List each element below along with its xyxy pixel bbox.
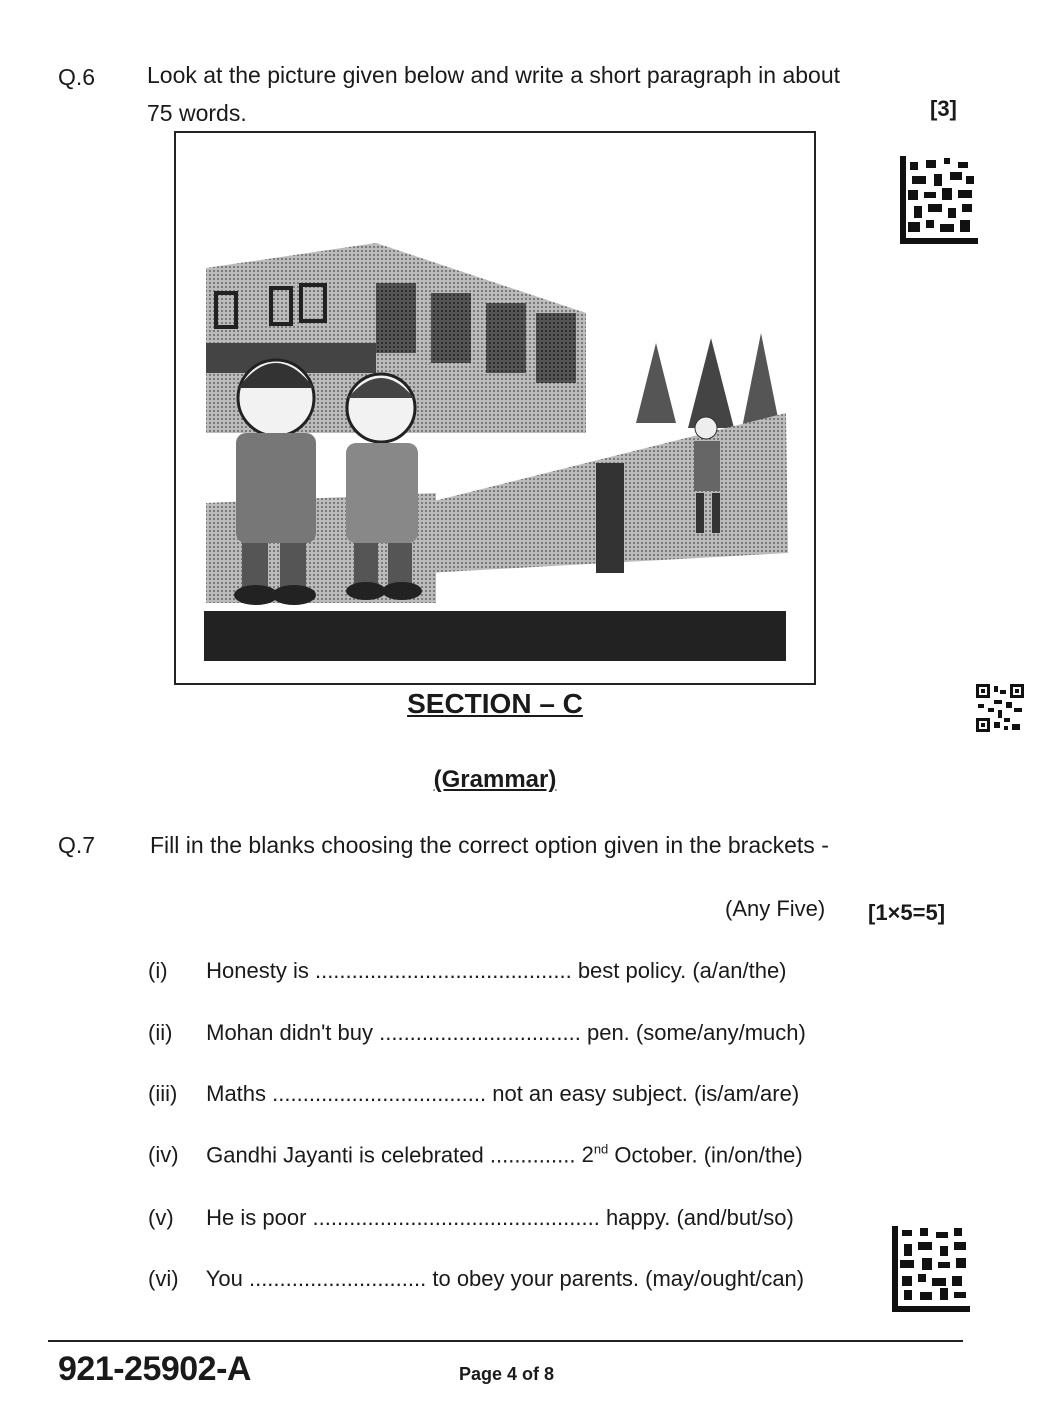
q6-number: Q.6 (58, 64, 96, 90)
item-text-before: Gandhi Jayanti is celebrated (206, 1142, 484, 1168)
q7-item-5 (148, 1205, 794, 1231)
item-text-after: October. (in/on/the) (614, 1142, 803, 1168)
item-numeral: (v) (148, 1205, 174, 1230)
item-ordinal (582, 1142, 609, 1167)
item-text-before: Honesty is (206, 958, 309, 983)
blank-dots: ................................. (379, 1020, 581, 1045)
q7-item-6 (148, 1266, 804, 1292)
q6-marks: [3] (930, 96, 957, 121)
q6-text (147, 56, 867, 132)
item-numeral: (vi) (148, 1266, 179, 1291)
q7-marks: [1×5=5] (868, 900, 946, 925)
item-numeral: (ii) (148, 1020, 173, 1045)
item-text-before: You (205, 1266, 243, 1291)
item-text-after: happy. (and/but/so) (605, 1205, 794, 1230)
q7-number: Q.7 (58, 832, 96, 858)
item-text-after: to obey your parents. (may/ought/can) (432, 1266, 805, 1291)
item-text-after: pen. (some/any/much) (586, 1020, 806, 1045)
item-numeral: (iii) (148, 1081, 178, 1106)
blank-dots: ............................. (248, 1266, 427, 1291)
section-heading: SECTION – C (407, 688, 583, 719)
ordinal-number: 2 (581, 1142, 594, 1168)
q7-item-1 (148, 958, 787, 984)
q7-item-2 (148, 1020, 806, 1046)
blank-dots: .............. (489, 1142, 576, 1168)
blank-dots: ................................... (272, 1081, 487, 1106)
picture-frame (174, 131, 816, 685)
q7-instruction: (Any Five) (725, 896, 826, 921)
footer-divider (48, 1340, 963, 1342)
item-text-before: Maths (206, 1081, 267, 1106)
page-number: Page 4 of 8 (459, 1364, 555, 1384)
blank-dots: .......................................... (314, 958, 572, 983)
section-subheading: (Grammar) (433, 766, 557, 793)
item-text-before: He is poor (206, 1205, 307, 1230)
blank-dots: ............................................... (312, 1205, 600, 1230)
q6-text-line2: 75 words. (147, 100, 247, 126)
q7-item-4 (148, 1142, 803, 1168)
item-numeral: (iv) (148, 1142, 179, 1168)
datamatrix-barcode-top (900, 156, 978, 244)
q7-item-3 (148, 1081, 799, 1107)
q7-text: Fill in the blanks choosing the correct option given in the brackets - (150, 832, 829, 858)
item-numeral: (i) (148, 958, 168, 983)
item-text-before: Mohan didn't buy (206, 1020, 373, 1045)
paper-code: 921-25902-A (58, 1350, 251, 1388)
q6-text-line1: Look at the picture given below and write a short paragraph in about (147, 62, 840, 88)
datamatrix-barcode-bottom (892, 1226, 970, 1312)
qr-code (976, 684, 1024, 732)
school-children-illustration (176, 133, 814, 683)
item-text-after: best policy. (a/an/the) (577, 958, 787, 983)
item-text-after: not an easy subject. (is/am/are) (492, 1081, 800, 1106)
ordinal-suffix: nd (593, 1142, 609, 1157)
